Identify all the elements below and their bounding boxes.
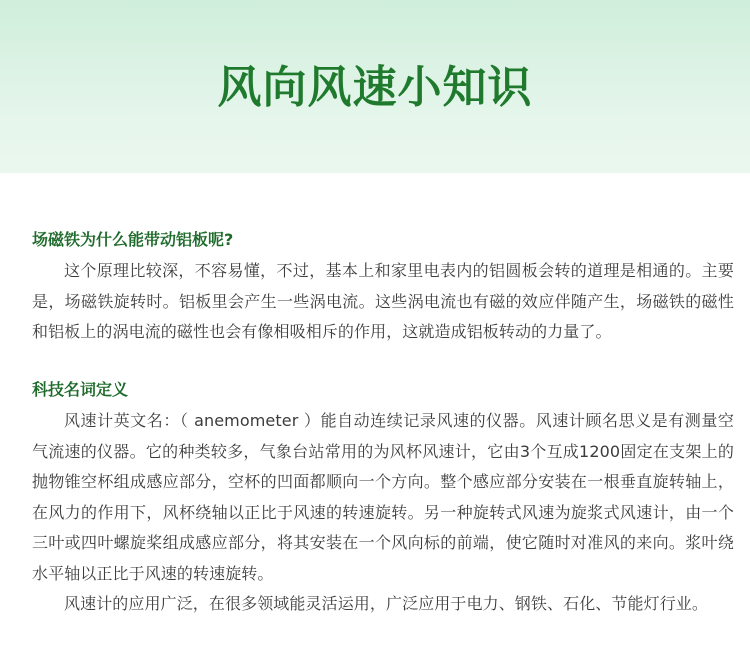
paragraph: 风速计英文名：（ anemometer ）能自动连续记录风速的仪器。风速计顾名思义是有测量空气流速的仪器。它的种类较多，气象台站常用的为风杯风速计，它由3个互成1200固定在支架上的抛物锥空杯组成感应部分，空杯的凹面都顺向一个方向。整个感应部分安装在一根垂直旋转轴上，在风力的作用下，风杯绕轴以正比于风速的转速旋转。另一种旋转式风速为旋浆式风速计，由一个三叶或四叶螺旋桨组成感应部分，将其安装在一个风向标的前端，使它随时对准风的来向。浆叶绕水平轴以正比于风速的转速旋转。	[32, 411, 734, 583]
header-banner	[0, 0, 750, 173]
section-heading: 科技名词定义	[32, 380, 129, 399]
section-heading: 场磁铁为什么能带动铝板呢?	[32, 230, 234, 249]
paragraph: 这个原理比较深，不容易懂，不过，基本上和家里电表内的铝圆板会转的道理是相通的。主要是，场磁铁旋转时。铝板里会产生一些涡电流。这些涡电流也有磁的效应伴随产生，场磁铁的磁性和铝板上的涡电流的磁性也会有像相吸相斥的作用，这就造成铝板转动的力量了。	[32, 261, 734, 341]
section-term-definition	[32, 380, 734, 620]
page-title: 风向风速小知识	[217, 62, 533, 113]
section-magnet-aluminum	[32, 230, 734, 348]
paragraph: 风速计的应用广泛，在很多领域能灵活运用，广泛应用于电力、钢铁、石化、节能灯行业。	[64, 594, 709, 613]
